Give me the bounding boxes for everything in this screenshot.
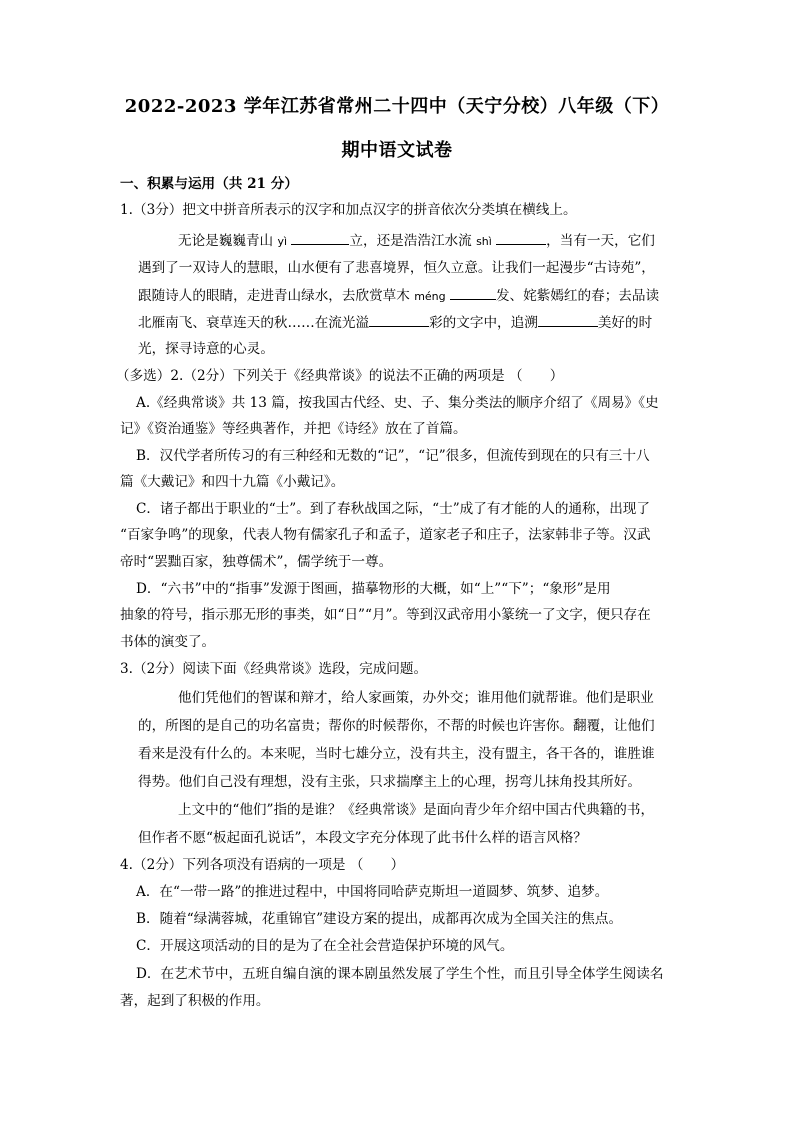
q3-question-line2: 但作者不愿“板起面孔说话”，本段文字充分体现了此书什么样的语言风格？	[138, 830, 587, 846]
q1-answer-blank[interactable]	[291, 230, 349, 245]
q2-option-d-line1: D．“六书”中的“指事”发源于图画，描摹物形的大概，如“上”“下”；“象形”是用	[136, 581, 611, 597]
q4-stem: 4.（2分）下列各项没有语病的一项是 （ ）	[120, 857, 405, 873]
q3-stem: 3.（2分）阅读下面《经典常谈》选段，完成问题。	[120, 661, 428, 677]
q3-passage-line2: 的，所图的是自己的功名富贵；帮你的时候帮你，不帮的时候也许害你。翻覆，让他们	[138, 718, 655, 734]
q3-passage-line3: 看来是没有什么的。本来呢，当时七雄分立，没有共主，没有盟主，各干各的，谁胜谁	[138, 746, 655, 762]
q2-option-a-line1: A.《经典常谈》共 13 篇，按我国古代经、史、子、集分类法的顺序介绍了《周易》《史	[136, 395, 659, 411]
q2-option-a-line2: 记》《资治通鉴》等经典著作，并把《诗经》放在了首篇。	[120, 421, 467, 437]
q4-option-d-line2: 著，起到了积极的作用。	[120, 993, 270, 1009]
q2-option-b-line1: B．汉代学者所传习的有三种经和无数的“记”，“记”很多，但流传到现在的只有三十八	[136, 448, 650, 464]
q1-answer-blank[interactable]	[496, 230, 546, 245]
q1-answer-blank[interactable]	[538, 312, 598, 327]
q1-passage-line3	[138, 285, 659, 307]
q3-passage-line1: 他们凭他们的智谋和辩才，给人家画策，办外交；谁用他们就帮谁。他们是职业	[178, 690, 654, 706]
q1-text: 美好的时	[597, 315, 653, 331]
q3-question-line1: 上文中的“他们”指的是谁？《经典常谈》是面向青少年介绍中国古代典籍的书，	[178, 802, 655, 818]
q1-answer-blank[interactable]	[369, 312, 429, 327]
section-heading: 一、积累与运用（共 21 分）	[120, 176, 298, 192]
q4-option-b: B．随着“绿满蓉城，花重锦官”建设方案的提出，成都再次成为全国关注的焦点。	[136, 911, 623, 927]
exam-title-line1: 2022-2023 学年江苏省常州二十四中（天宁分校）八年级（下）	[124, 96, 670, 117]
q1-text: 发、姹紫嫣红的春；去品读	[495, 288, 660, 304]
q1-pinyin: méng	[414, 290, 446, 303]
q4-option-d-line1: D．在艺术节中，五班自编自演的课本剧虽然发展了学生个性，而且引导全体学生阅读名	[136, 966, 664, 982]
q1-text: 无论是巍巍青山	[178, 233, 274, 249]
q1-text: 彩的文字中，追溯	[429, 315, 538, 331]
q1-text: 北雁南飞、衰草连天的秋……在流光溢	[138, 315, 370, 331]
q1-text: 跟随诗人的眼睛，走进青山绿水，去欣赏草木	[138, 288, 410, 304]
q2-option-c-line1: C．诸子都出于职业的“士”。到了春秋战国之际，“士”成了有才能的人的通称，出现了	[136, 501, 650, 517]
q1-passage-line4	[138, 312, 652, 333]
q2-stem: （多选）2.（2分）下列关于《经典常谈》的说法不正确的两项是 （ ）	[116, 368, 564, 384]
q2-option-d-line2: 抽象的符号，指示那无形的事类，如“日”“月”。等到汉武帝用小篆统一了文字，便只存在	[120, 607, 651, 623]
q4-option-a: A．在“一带一路”的推进过程中，中国将同哈萨克斯坦一道圆梦、筑梦、追梦。	[136, 884, 609, 900]
q2-option-c-line2: “百家争鸣”的现象，代表人物有儒家孔子和孟子，道家老子和庄子，法家韩非子等。汉武	[120, 527, 651, 543]
q1-text: 立，还是浩浩江水流	[349, 233, 472, 249]
q2-option-d-line3: 书体的演变了。	[120, 634, 216, 650]
q3-passage-line4: 得势。他们自己没有理想，没有主张，只求揣摩主上的心理，拐弯儿抹角投其所好。	[138, 774, 641, 790]
exam-title-line2: 期中语文试卷	[341, 140, 453, 161]
q2-option-c-line3: 帝时“罢黜百家，独尊儒术”，儒学统于一尊。	[120, 554, 393, 570]
q1-pinyin: yì	[277, 235, 288, 248]
q4-option-c: C．开展这项活动的目的是为了在全社会营造保护环境的风气。	[136, 938, 514, 954]
q1-passage-line1	[178, 230, 655, 252]
q2-option-b-line2: 篇《大戴记》和四十九篇《小戴记》。	[120, 474, 345, 490]
q1-stem: 1.（3分）把文中拼音所表示的汉字和加点汉字的拼音依次分类填在横线上。	[120, 202, 577, 218]
q1-passage-line5: 光，探寻诗意的心灵。	[138, 341, 274, 357]
q1-passage-line2: 遇到了一双诗人的慧眼，山水便有了悲喜境界，恒久立意。让我们一起漫步“古诗苑”，	[138, 260, 655, 276]
q1-answer-blank[interactable]	[450, 285, 496, 300]
q1-pinyin: shì	[476, 235, 492, 248]
q1-text: ，当有一天，它们	[546, 233, 655, 249]
